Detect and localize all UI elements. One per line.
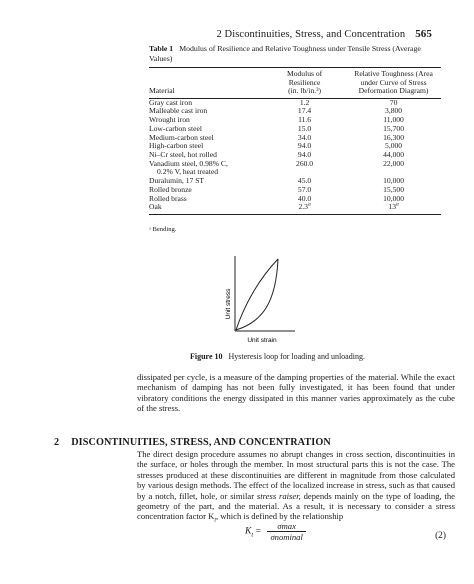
cell-toughness: 10,000 [383, 193, 404, 203]
equation-number: (2) [435, 531, 446, 541]
section-title: DISCONTINUITIES, STRESS, AND CONCENTRATION [71, 437, 331, 448]
table-caption [149, 44, 439, 64]
cell-material: Duralumin, 17 ST [149, 176, 205, 186]
paragraph-text-part: , which is defined by the relationship [215, 511, 344, 522]
cell-toughness: 3,800 [385, 106, 403, 116]
paragraph-design-procedure [137, 449, 455, 527]
cell-material: Rolled bronze [149, 184, 192, 194]
header-toughness-line2: under Curve of Stress [360, 77, 427, 87]
section-number: 2 [54, 437, 60, 448]
cell-modulus: 57.0 [297, 184, 312, 194]
cell-material: Rolled brass [149, 193, 187, 203]
header-toughness [346, 68, 441, 99]
figure-caption [190, 352, 365, 361]
cell-toughness: 11,000 [383, 115, 404, 125]
cell-material: Wrought iron [149, 115, 190, 125]
cell-toughness: 70 [389, 97, 398, 107]
cell-material: Malleable cast iron [149, 106, 208, 116]
figure-caption-text: Hysteresis loop for loading and unloading. [228, 352, 365, 361]
cell-toughness: 15,700 [383, 123, 404, 133]
header-modulus-line3: (in. lb/in.³) [288, 86, 321, 96]
cell-modulus: 94.0 [297, 150, 312, 159]
cell-toughness: 22,000 [383, 158, 404, 168]
table-footnote: ᵃ Bending. [149, 226, 177, 233]
cell-modulus [263, 203, 346, 214]
cell-modulus: 45.0 [297, 176, 312, 186]
unloading-curve [236, 259, 278, 330]
cell-modulus: 17.4 [297, 106, 312, 116]
cell-toughness: 16,300 [383, 132, 404, 142]
cell-modulus: 11.6 [298, 115, 312, 125]
cell-material: Low-carbon steel [149, 123, 202, 133]
section-heading [54, 437, 331, 448]
cell-modulus: 40.0 [297, 193, 312, 203]
cell-toughness: 10,000 [383, 176, 404, 186]
header-modulus-line2: Resilience [288, 77, 321, 87]
header-modulus [263, 68, 346, 99]
equation-lhs: K [245, 525, 252, 537]
cell-modulus: 1.2 [299, 97, 310, 107]
table-caption-text: Modulus of Resilience and Relative Toughness under Tensile Stress (Average Values) [149, 44, 421, 63]
paragraph-text-part: depends mainly on the type of loading, the geometry of the part, and the material. As a result, it is necessary to consider a stress concentration factor K [137, 490, 455, 522]
kt-subscript: t [214, 518, 216, 525]
equation-numerator: σmax [267, 521, 305, 532]
running-title: 2 Discontinuities, Stress, and Concentration [216, 29, 406, 40]
cell-modulus: 94.0 [297, 141, 312, 151]
cell-material: Medium-carbon steel [149, 132, 214, 142]
y-axis-label: Unit stress [225, 288, 232, 320]
paragraph-text-part: The direct design procedure assumes no abrupt changes in cross section, discontinuities in the surface, or holes through the member. In most structural parts this is not the case. The stresses produced at these discontinuities are different in magnitude from those calculated by various design methods. The effect of the localized increase in stress, such as that caused by a notch, fillet, hole, or similar [137, 449, 455, 501]
cell-toughness: 15,500 [383, 184, 404, 194]
table-row [149, 203, 441, 214]
running-header [216, 28, 432, 40]
cell-material: Oak [149, 202, 162, 212]
equation-equals: = [253, 525, 262, 537]
table-header-row [149, 68, 441, 99]
oak-modulus-value: 2.3 [298, 202, 308, 212]
cell-modulus: 34.0 [297, 132, 312, 142]
cell-toughness: 44,000 [383, 150, 404, 159]
cell-modulus: 260.0 [296, 158, 314, 168]
header-toughness-line1: Relative Toughness (Area [354, 69, 433, 78]
header-material: Material [149, 86, 175, 96]
paragraph-damping: dissipated per cycle, is a measure of the damping properties of the material. While the exact mechanism of damping has not been fully investigated, it has been found that under vibratory conditions the energy dissipated in this manner varies approximately as the cube of the stress. [137, 372, 455, 414]
page-number: 565 [415, 28, 432, 40]
cell-material: Vanadium steel, 0.98% C, [149, 158, 228, 168]
hysteresis-loop-figure [200, 248, 300, 348]
cell-toughness [346, 203, 441, 214]
footnote-mark: a [395, 201, 399, 208]
cell-material: Ni–Cr steel, hot rolled [149, 150, 217, 159]
equation-lhs-subscript: t [251, 531, 254, 539]
figure-label: Figure 10 [190, 352, 223, 361]
oak-toughness-value: 13 [388, 202, 396, 212]
cell-material: 0.2% V, heat treated [157, 167, 219, 177]
equation-fraction [267, 521, 305, 542]
cell-modulus: 15.0 [297, 123, 312, 133]
header-modulus-line1: Modulus of [286, 69, 323, 78]
table-label: Table 1 [149, 44, 174, 53]
cell-toughness: 5,000 [385, 141, 403, 151]
cell-material: High-carbon steel [149, 141, 204, 151]
equation-stress-concentration [245, 521, 306, 542]
resilience-table [149, 67, 441, 215]
header-toughness-line3: Deformation Diagram) [358, 86, 429, 96]
cell-material: Gray cast iron [149, 97, 193, 107]
x-axis-label: Unit strain [247, 337, 277, 344]
footnote-mark: a [307, 201, 311, 208]
equation-denominator: σnominal [270, 532, 303, 542]
emphasis-stress-raiser: stress raiser, [256, 490, 301, 501]
